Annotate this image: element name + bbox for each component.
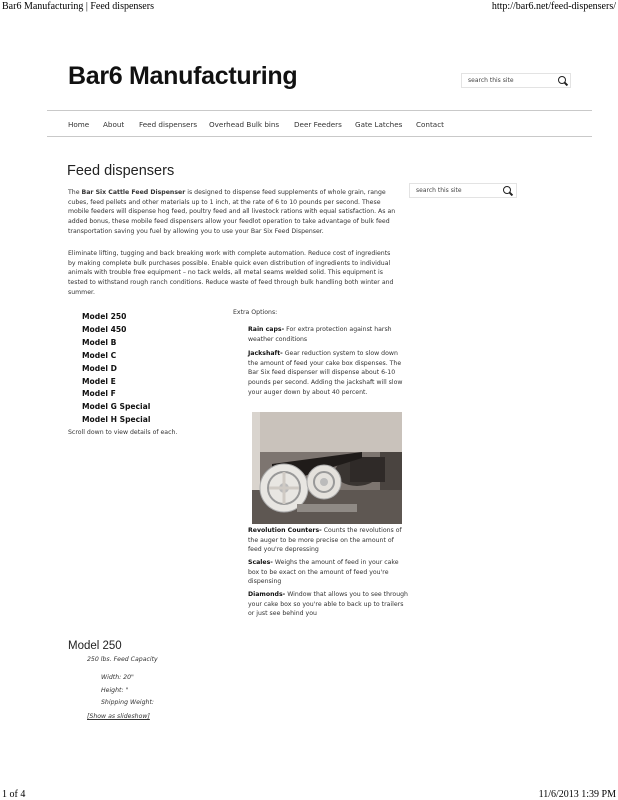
print-footer-date: 11/6/2013 1:39 PM [538, 789, 616, 800]
nav-item-contact[interactable]: Contact [416, 120, 444, 129]
option-revolution-counters [248, 526, 408, 555]
option-text: Counts the revolutions of the auger to be more precise on the amount of feed you're depressing [248, 527, 402, 554]
print-header-url: http://bar6.net/feed-dispensers/ [491, 1, 616, 12]
option-name: Diamonds- [248, 591, 286, 598]
sidebar-search-box[interactable] [409, 183, 517, 198]
model-250-heading: Model 250 [68, 640, 122, 652]
header-search-input[interactable]: search this site [468, 77, 514, 84]
show-as-slideshow-link[interactable]: [Show as slideshow] [87, 713, 150, 720]
nav-item-overhead-bulk-bins[interactable]: Overhead Bulk bins [209, 120, 280, 129]
intro-lead: The [68, 189, 82, 196]
model-list [82, 311, 151, 427]
width-value: 20" [123, 674, 134, 681]
option-text: Weighs the amount of feed in your cake box to be exact on the amount of feed you're dispensing [248, 559, 399, 586]
model-link-h-special[interactable]: Model H Special [82, 415, 151, 425]
nav-item-deer-feeders[interactable]: Deer Feeders [294, 120, 342, 129]
site-brand[interactable]: Bar6 Manufacturing [68, 62, 298, 90]
option-jackshaft [248, 349, 408, 398]
intro-rest: is designed to dispense feed supplements of whole grain, range cubes, feed pellets and other materials up to 1 inch, at the rate of 6 to 10 pounds per second. These mobile feeders will dispense hog feed, poultry feed and all livestock rations with equal satisfaction. As an added bonus, these mobile feed dispensers allow your feedlot operation to take advantage of bulk feed transportation saving you fuel by allowing you to use your Bar Six Feed Dispenser. [68, 189, 396, 235]
height-label: Height: [101, 687, 124, 694]
model-250-capacity: 250 lbs. Feed Capacity [87, 656, 158, 663]
model-link-c[interactable]: Model C [82, 350, 117, 360]
model-link-f[interactable]: Model F [82, 389, 116, 399]
option-text: Window that allows you to see through your cake box so you're able to back up to trailers or just see behind you [248, 591, 408, 618]
sidebar-search-input[interactable]: search this site [416, 187, 462, 194]
option-scales [248, 558, 408, 587]
option-name: Scales- [248, 559, 273, 566]
nav-item-about[interactable]: About [103, 120, 125, 129]
nav-item-home[interactable]: Home [68, 120, 90, 129]
option-name: Jackshaft- [248, 350, 283, 357]
header-search-box[interactable] [461, 73, 571, 88]
model-250-height [101, 687, 128, 694]
model-250-shipping-weight: Shipping Weight: [101, 699, 154, 706]
nav-bottom-rule [47, 136, 592, 137]
option-text: For extra protection against harsh weather conditions [248, 326, 392, 343]
jackshaft-pulley-photo [252, 412, 402, 524]
width-label: Width: [101, 674, 122, 681]
model-link-b[interactable]: Model B [82, 337, 117, 347]
model-250-width [101, 674, 134, 681]
model-link-d[interactable]: Model D [82, 363, 117, 373]
option-name: Revolution Counters- [248, 527, 322, 534]
option-rain-caps [248, 325, 408, 344]
automation-paragraph: Eliminate lifting, tugging and back breaking work with complete automation. Reduce cost of ingredients by making complete bulk purchases possible. Enable quick even distribution of ingredients to individual animals with trouble free equipment – no tack welds, all metal seams welded solid. This equipment is tested to withstand rough ranch conditions. Reduce waste of feed through bulk handling both winter and summer. [68, 250, 394, 296]
page-title: Feed dispensers [67, 163, 175, 179]
scroll-note: Scroll down to view details of each. [68, 429, 178, 436]
model-link-g-special[interactable]: Model G Special [82, 402, 151, 412]
option-name: Rain caps- [248, 326, 285, 333]
nav-item-feed-dispensers[interactable]: Feed dispensers [139, 120, 198, 129]
nav-item-gate-latches[interactable]: Gate Latches [355, 120, 403, 129]
intro-paragraph [68, 188, 398, 237]
model-link-250[interactable]: Model 250 [82, 312, 127, 321]
model-link-450[interactable]: Model 450 [82, 324, 127, 334]
model-link-e[interactable]: Model E [82, 376, 116, 386]
print-footer-page: 1 of 4 [2, 789, 26, 800]
product-name: Bar Six Cattle Feed Dispenser [81, 189, 186, 196]
print-header-title: Bar6 Manufacturing | Feed dispensers [2, 1, 154, 12]
nav-top-rule [47, 110, 592, 111]
extra-options-label: Extra Options: [233, 309, 278, 316]
option-diamonds [248, 590, 408, 619]
height-value: " [125, 687, 129, 694]
option-text: Gear reduction system to slow down the amount of feed your cake box dispenses. The Bar Six feed dispenser will dispense about 6-10 pounds per second. Adding the jackshaft will slow your auger down by about 40 percent. [248, 350, 403, 396]
